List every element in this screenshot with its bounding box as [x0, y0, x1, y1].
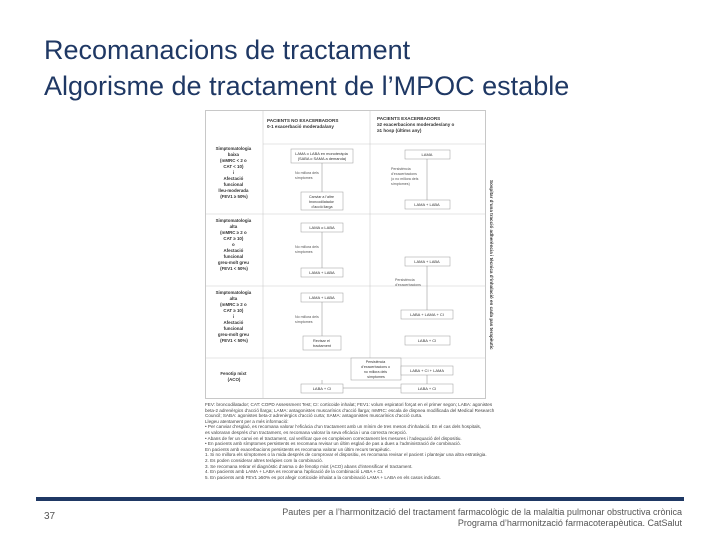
note-line: 1. Si no millora els símptomes o la mida després de comprovar el dispositiu, es recomana revisar el pacient i plantejar una altra estratègia. [205, 452, 487, 458]
footer-source [282, 507, 682, 529]
title-line-2: Algorisme de tractament de l’MPOC estable [44, 71, 570, 101]
row-3-left-bottom-text: Revisar el tractament [313, 339, 331, 348]
note-line: 5. En pacients amb FEV1 ≥50% es pot afegir corticoide inhalat a la combinació LAMA + LABA en els casos indicats. [205, 474, 441, 480]
row-1-left-mid-text: No millora dels símptomes [295, 171, 319, 180]
title-line-1: Recomanacions de tractament [44, 35, 411, 65]
note-line: 4. En pacients amb LAMA + LABA es recomana l’aplicació de la combinació LABA + CI. [205, 469, 384, 475]
row-3-label: Simptomatologia alta (mMRC ≥ 2 o CAT ≥ 10) i Afectació funcional greu-molt greu (FEV1 < 50%) [215, 290, 252, 343]
row-2-left-bottom-text: LAMA + LABA [309, 270, 335, 275]
note-line: En pacients amb exacerbacions persistents es recomana valorar un últim recurs terapèutic. [205, 446, 391, 452]
note-line: 3. Se recomana retirar el diagnòstic d’asma o de fenotip mixt (ACO) abans d’intensificar el tractament. [205, 463, 413, 469]
row-1-left-bottom-text: Canviar a l’altre broncodilatador d’acció llarga [309, 195, 334, 209]
col-left-header: PACIENTS NO EXACERBADORS 0-1 exacerbació moderada/any [267, 118, 339, 129]
footer-divider [36, 497, 684, 501]
note-line: • Abans de fer un canvi en el tractament, cal verificar que es compleixen correctament les mesures i l’adequació del dispositiu. [205, 435, 462, 441]
row-4-label: Fenotip mixt (ACO) [220, 371, 247, 382]
row-1-right-mid-text: Persistència d’exacerbacions (o no millora dels símptomes) [391, 167, 419, 186]
algorithm-notes [205, 402, 497, 480]
col-right-header: PACIENTS EXACERBADORS ≥2 exacerbacions moderades/any o ≥1 hosp (últims any) [377, 116, 455, 133]
row-2-left-top-text: LAMA o LABA [309, 225, 335, 230]
footer-line-1: Pautes per a l’harmonització del tractament farmacològic de la malaltia pulmonar obstructiva crònica [282, 507, 682, 517]
row-2-right-bottom-text: LABA + LAMA + CI [410, 312, 444, 317]
row-1-right-top-text: LAMA [421, 152, 433, 157]
row-3-left-top-text: LAMA + LABA [309, 295, 335, 300]
row-1-right-bottom-text: LAMA + LABA [414, 202, 440, 207]
note-line: • En pacients amb símptomes persistents es recomana revisar un últim esglaó de pas a dues a l’administració de combinació. [205, 441, 461, 447]
row-2-label: Simptomatologia alta (mMRC ≥ 2 o CAT ≥ 10) o Afectació funcional greu-molt greu (FEV1 < 50%) [215, 218, 252, 271]
row-4-right-bottom-text: LABA + CI [417, 386, 437, 391]
note-line: es valoraran després d’un tractament, es recomana valorar la seva eficàcia i una correcta recepció. [205, 429, 407, 435]
row-2-right-top-text: LAMA + LABA [414, 259, 440, 264]
row-2-right-mid-text: Persistència d’exacerbacions [395, 278, 421, 287]
row-4-left-top-text: LABA + CI [312, 386, 332, 391]
note-line: Council; SABA: agonistes beta-2 adrenèrgics d’acció curta; SAMA: antagonistes muscarínics d’acció curta. [205, 413, 423, 419]
row-1-left-top-text: LAMA o LABA en monoteràpia (SABA o SAMA a demanda) [295, 151, 348, 161]
footer-line-2: Programa d’harmonització farmacoterapèutica. CatSalut [457, 518, 682, 528]
page-number: 37 [44, 511, 56, 522]
treatment-algorithm-diagram [205, 110, 495, 400]
note-line: • Per canviar d’esglaó, es recomana valorar l’eficàcia d’un tractament amb un mínim de tres mesos d’inhalació. En el cas dels hospitals, [205, 424, 482, 430]
row-4-left-mid-text: Persistència d’exacerbacions o no millora dels símptomes [361, 360, 390, 379]
row-3-left-mid-text: No millora dels símptomes [295, 315, 319, 324]
slide-title [44, 32, 569, 104]
note-line: Llegeu atentament per a més informació: [205, 418, 289, 424]
row-1-label: Simptomatologia baixa (mMRC < 2 o CAT < 10) i Afectació funcional lleu-moderada (FEV1 ≥ 50%) [215, 146, 252, 199]
note-line: beta-2 adrenèrgics d’acció llarga; LAMA: antagonistes muscarínics d’acció llarga; mMRC: escala de dispnea modificada del Medical Research [205, 407, 495, 413]
row-2-left-mid-text: No millora dels símptomes [295, 245, 319, 254]
note-line: FEV: broncodilatador; CAT: COPD Assessment Test; CI: corticoide inhalat; FEV1: volum espiratori forçat en el primer segon; LABA: agonistes [205, 402, 493, 407]
adherence-side-label: Sospitar d’una tracció adherència i tècnica d’inhalació en cada pas terapèutic [489, 180, 494, 350]
row-4-right-top-text: LABA + CI + LAMA [409, 368, 445, 373]
row-3-right-bottom-text: LABA + CI [417, 338, 437, 343]
note-line: 2. Es poden considerar altres teràpies com la combinació. [205, 457, 323, 463]
